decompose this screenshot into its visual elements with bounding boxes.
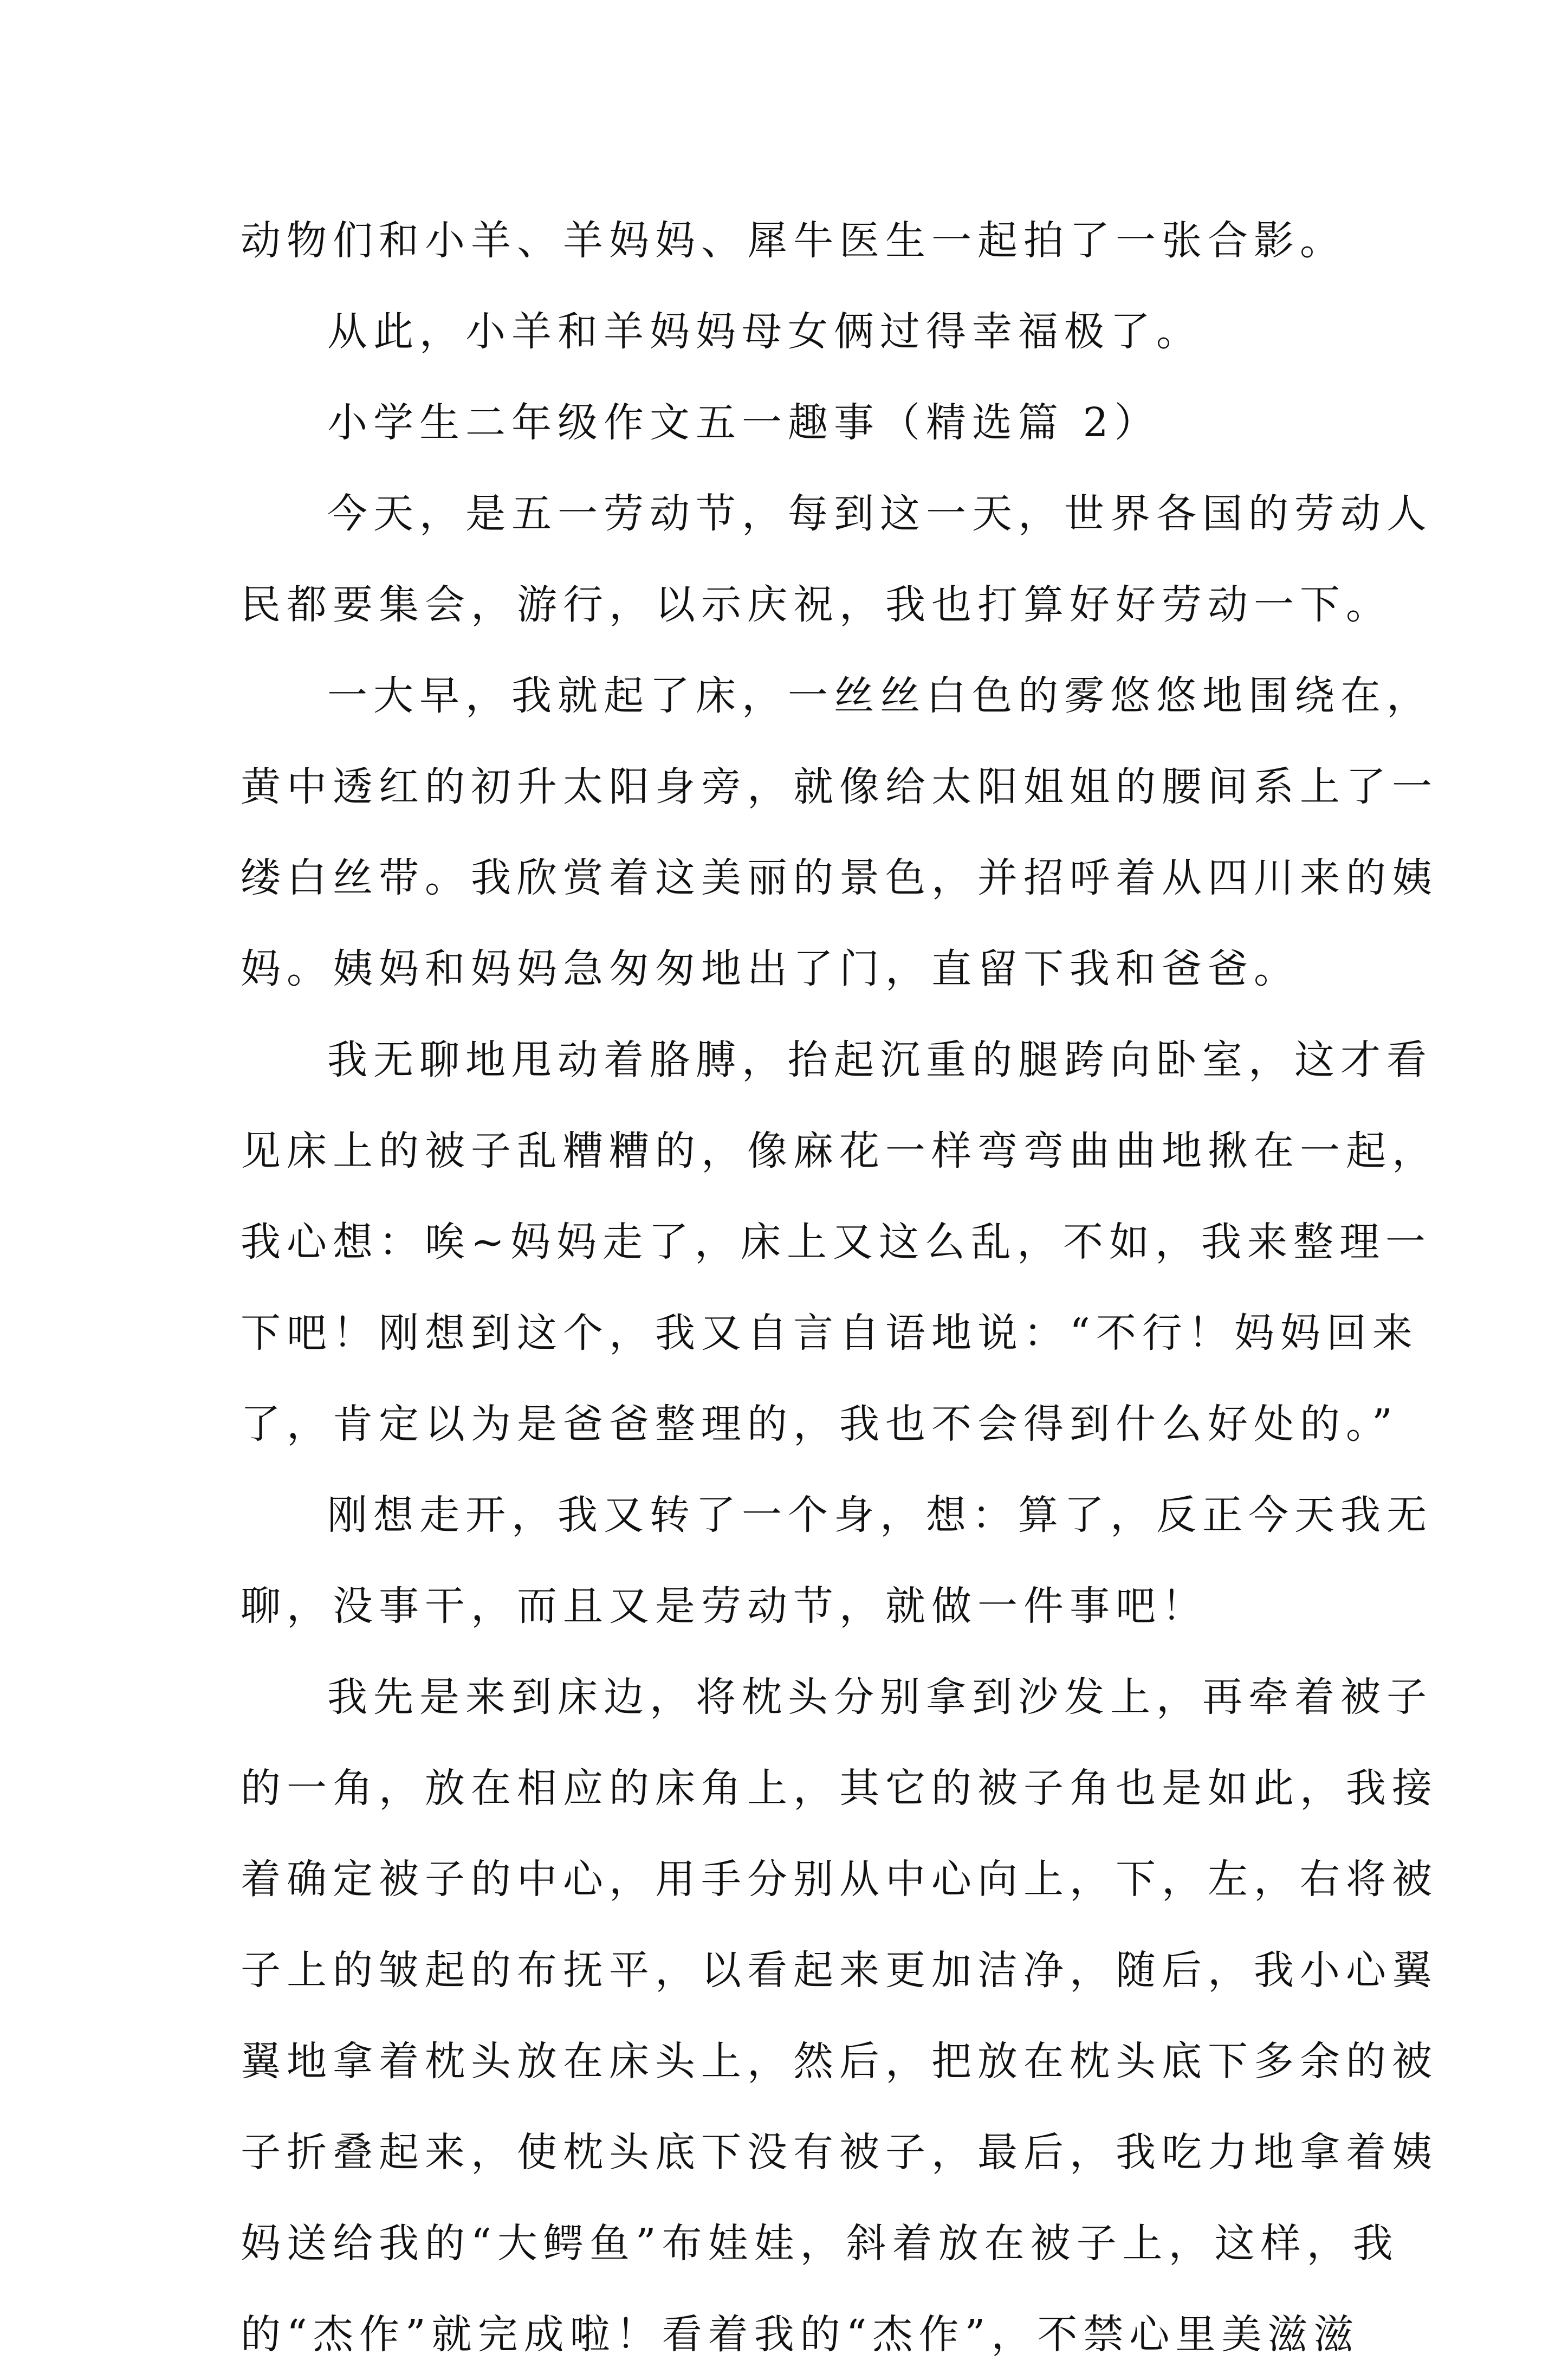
- text-line: 的一角，放在相应的床角上，其它的被子角也是如此，我接: [241, 1765, 1438, 1812]
- text-line: 下吧！刚想到这个，我又自言自语地说：“不行！妈妈回来: [241, 1310, 1418, 1356]
- essay-title: 小学生二年级作文五一趣事（精选篇 2）: [327, 399, 1161, 446]
- text-line: 翼地拿着枕头放在床头上，然后，把放在枕头底下多余的被: [241, 2038, 1438, 2085]
- text-line: 动物们和小羊、羊妈妈、犀牛医生一起拍了一张合影。: [241, 217, 1346, 264]
- text-line: 我无聊地甩动着胳膊，抬起沉重的腿跨向卧室，这才看: [327, 1037, 1433, 1083]
- text-line: 今天，是五一劳动节，每到这一天，世界各国的劳动人: [327, 490, 1433, 537]
- text-line: 见床上的被子乱糟糟的，像麻花一样弯弯曲曲地揪在一起，: [241, 1128, 1438, 1174]
- text-line: 了，肯定以为是爸爸整理的，我也不会得到什么好处的。”: [241, 1401, 1398, 1447]
- text-line: 我心想：唉~妈妈走了，床上又这么乱，不如，我来整理一: [241, 1219, 1432, 1265]
- text-line: 子上的皱起的布抚平，以看起来更加洁净，随后，我小心翼: [241, 1947, 1438, 1994]
- text-line: 一大早，我就起了床，一丝丝白色的雾悠悠地围绕在，: [327, 672, 1433, 719]
- text-line: 民都要集会，游行，以示庆祝，我也打算好好劳动一下。: [241, 581, 1392, 628]
- text-line: 着确定被子的中心，用手分别从中心向上，下，左，右将被: [241, 1856, 1438, 1903]
- text-line: 的“杰作”就完成啦！看着我的“杰作”，不禁心里美滋滋: [241, 2311, 1360, 2358]
- text-line: 子折叠起来，使枕头底下没有被子，最后，我吃力地拿着姨: [241, 2129, 1438, 2176]
- essay-body: [241, 195, 1438, 2380]
- text-line: 黄中透红的初升太阳身旁，就像给太阳姐姐的腰间系上了一: [241, 764, 1438, 810]
- text-line: 聊，没事干，而且又是劳动节，就做一件事吧！: [241, 1583, 1208, 1629]
- text-line: 缕白丝带。我欣赏着这美丽的景色，并招呼着从四川来的姨: [241, 855, 1438, 901]
- text-line: 妈送给我的“大鳄鱼”布娃娃，斜着放在被子上，这样，我: [241, 2220, 1399, 2267]
- text-line: 我先是来到床边，将枕头分别拿到沙发上，再牵着被子: [327, 1674, 1433, 1721]
- text-line: 刚想走开，我又转了一个身，想：算了，反正今天我无: [327, 1492, 1433, 1538]
- text-line: 从此，小羊和羊妈妈母女俩过得幸福极了。: [327, 308, 1202, 355]
- text-line: 妈。姨妈和妈妈急匆匆地出了门，直留下我和爸爸。: [241, 946, 1300, 992]
